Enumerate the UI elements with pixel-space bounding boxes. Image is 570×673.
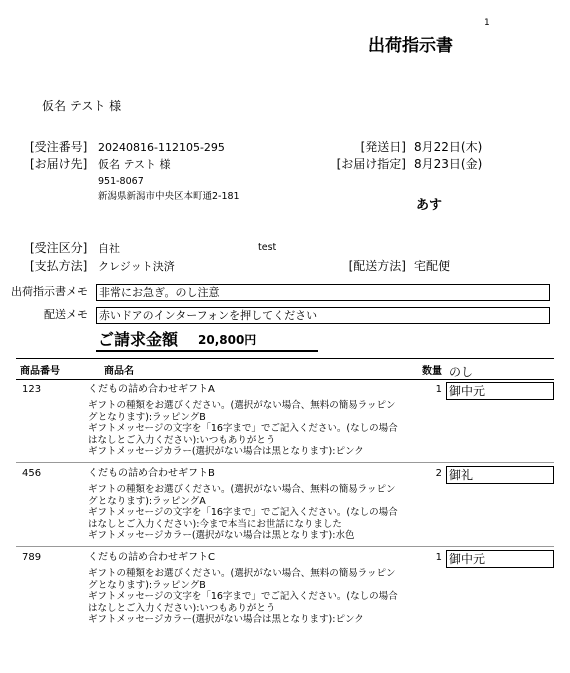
- item-name: くだもの詰め合わせギフトB: [88, 468, 215, 479]
- ship-date-label: [発送日]: [360, 140, 406, 154]
- table-top-rule: [16, 358, 554, 359]
- payment: クレジット決済: [98, 260, 175, 273]
- item-noshi: 御礼: [446, 466, 554, 484]
- dest-name: 仮名 テスト 様: [98, 158, 171, 171]
- item-code: 123: [22, 384, 42, 395]
- col-header-code: 商品番号: [20, 366, 60, 377]
- item-options: ギフトの種類をお選びください。(選択がない場合、無料の簡易ラッピングとなります):ラッピングA ギフトメッセージの文字を「16字まで」でご記入ください。(なしの場合はなしとご入力ください):今まで本当にお世話になりました ギフトメッセージカラー(選択がない場合は黒となります):水色: [88, 484, 398, 542]
- item-noshi: 御中元: [446, 382, 554, 400]
- item-name: くだもの詰め合わせギフトA: [88, 384, 215, 395]
- document-title: 出荷指示書: [368, 36, 453, 56]
- shipping-method-label: [配送方法]: [348, 259, 406, 273]
- col-header-noshi: のし: [449, 365, 474, 379]
- billing-label: ご請求金額: [98, 330, 179, 349]
- category: 自社: [98, 242, 120, 255]
- item-options: ギフトの種類をお選びください。(選択がない場合、無料の簡易ラッピングとなります):ラッピングB ギフトメッセージの文字を「16字まで」でご記入ください。(なしの場合はなしとご入力ください):いつもありがとう ギフトメッセージカラー(選択がない場合は黒となります):ピンク: [88, 400, 398, 458]
- category-note: test: [258, 242, 277, 253]
- delivery-memo-box: 赤いドアのインターフォンを押してください: [96, 307, 550, 324]
- item-qty: 2: [435, 468, 442, 479]
- row-divider: [16, 546, 554, 547]
- postal-code: 951-8067: [98, 176, 144, 187]
- order-no-label: [受注番号]: [30, 140, 88, 154]
- item-qty: 1: [435, 552, 442, 563]
- delivery-date: 8月23日(金): [414, 157, 483, 171]
- delivery-memo-label: 配送メモ: [44, 308, 88, 321]
- dest-label: [お届け先]: [30, 157, 88, 171]
- item-options: ギフトの種類をお選びください。(選択がない場合、無料の簡易ラッピングとなります):ラッピングB ギフトメッセージの文字を「16字まで」でご記入ください。(なしの場合はなしとご入力ください):いつもありがとう ギフトメッセージカラー(選択がない場合は黒となります):ピンク: [88, 568, 398, 626]
- customer-name: 仮名 テスト 様: [42, 99, 122, 113]
- ship-date: 8月22日(木): [414, 140, 483, 154]
- delivery-date-label: [お届け指定]: [336, 157, 406, 171]
- item-code: 456: [22, 468, 42, 479]
- instruction-memo-box: 非常にお急ぎ。のし注意: [96, 284, 550, 301]
- row-divider: [16, 462, 554, 463]
- item-qty: 1: [435, 384, 442, 395]
- table-header-rule: [16, 379, 554, 380]
- asu-badge: あす: [416, 198, 443, 213]
- billing-amount: 20,800円: [198, 333, 257, 347]
- item-name: くだもの詰め合わせギフトC: [88, 552, 215, 563]
- page-number: 1: [484, 18, 490, 28]
- col-header-qty: 数量: [422, 366, 442, 377]
- item-noshi: 御中元: [446, 550, 554, 568]
- shipping-method: 宅配便: [414, 259, 451, 273]
- payment-label: [支払方法]: [30, 259, 88, 273]
- instruction-memo-label: 出荷指示書メモ: [11, 285, 88, 298]
- item-code: 789: [22, 552, 42, 563]
- col-header-name: 商品名: [104, 366, 134, 377]
- billing-underline: [96, 350, 318, 352]
- category-label: [受注区分]: [30, 241, 88, 255]
- address: 新潟県新潟市中央区本町通2-181: [98, 191, 240, 202]
- order-no: 20240816-112105-295: [98, 141, 225, 154]
